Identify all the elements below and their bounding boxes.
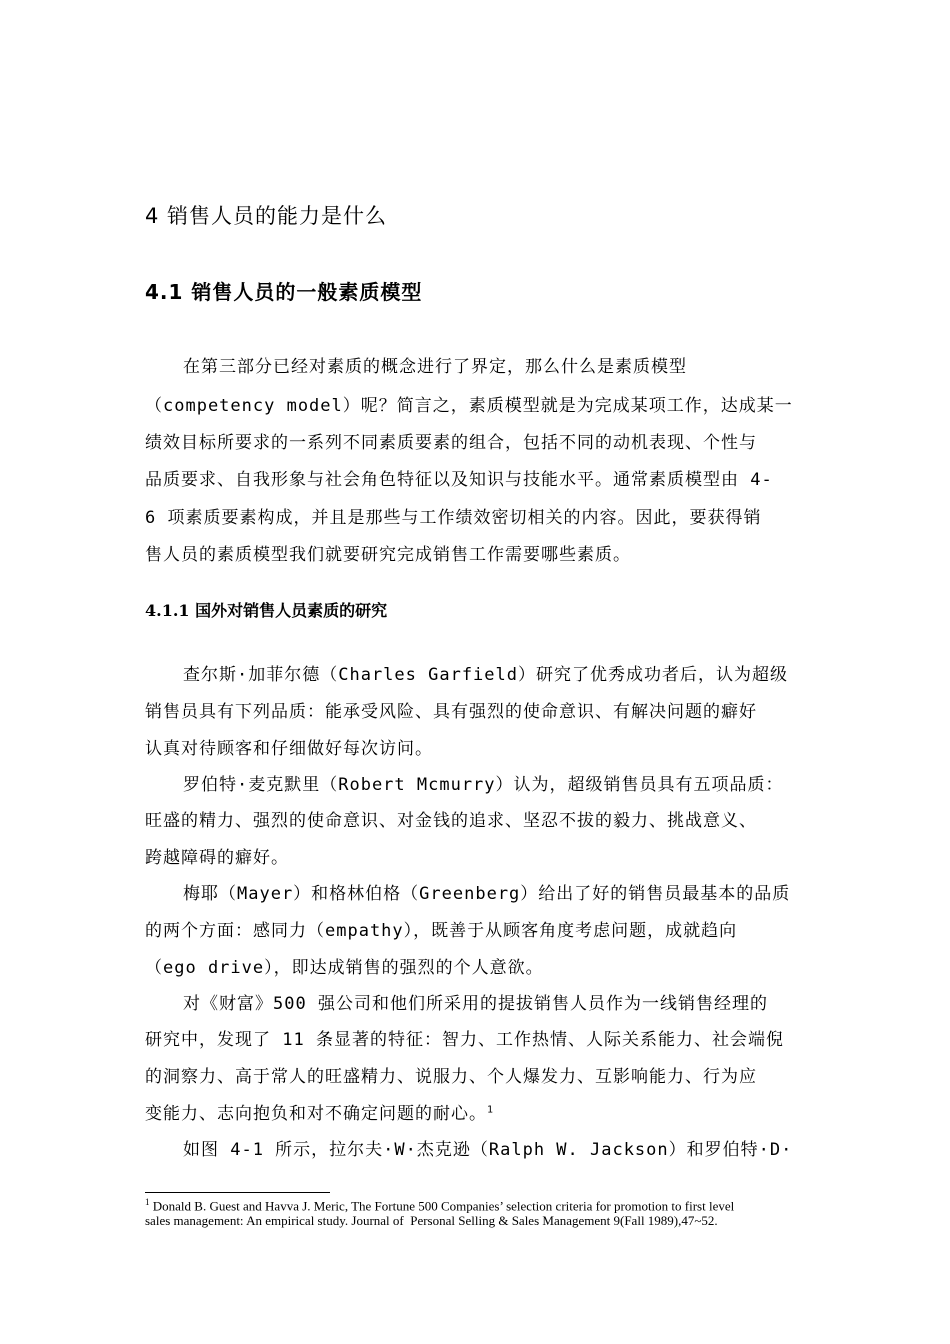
paragraph-line: 如图 4-1 所示，拉尔夫·W·杰克逊（Ralph W. Jackson）和罗伯特·D· (183, 1140, 793, 1160)
footnote-reference: 1 (487, 1104, 495, 1116)
subsection-heading: 4.1 销售人员的一般素质模型 (145, 280, 423, 304)
paragraph-line: 研究中，发现了 11 条显著的特征：智力、工作热情、人际关系能力、社会端倪 (145, 1030, 784, 1050)
paragraph-line: 对《财富》500 强公司和他们所采用的提拔销售人员作为一线销售经理的 (183, 994, 768, 1014)
footnote-line (145, 1197, 734, 1214)
paragraph-line: （competency model）呢？简言之，素质模型就是为完成某项工作，达成某一 (145, 396, 793, 416)
section-heading: 4 销售人员的能力是什么 (145, 204, 388, 228)
paragraph-line: 跨越障碍的癖好。 (145, 848, 289, 868)
footnote-separator (145, 1192, 330, 1193)
subsubsection-heading: 4.1.1 国外对销售人员素质的研究 (145, 601, 388, 620)
paragraph-line: 查尔斯·加菲尔德（Charles Garfield）研究了优秀成功者后，认为超级 (183, 665, 788, 685)
paragraph-line: （ego drive），即达成销售的强烈的个人意欲。 (145, 958, 544, 978)
paragraph-line: 品质要求、自我形象与社会角色特征以及知识与技能水平。通常素质模型由 4- (145, 470, 773, 490)
footnote-line: sales management: An empirical study. Journal of Personal Selling & Sales Management 9(Fall 1989),47~52. (145, 1213, 718, 1228)
paragraph-text: 变能力、志向抱负和对不确定问题的耐心。 (145, 1104, 487, 1124)
paragraph-line: 的洞察力、高于常人的旺盛精力、说服力、个人爆发力、互影响能力、行为应 (145, 1067, 757, 1087)
paragraph-line: 销售员具有下列品质：能承受风险、具有强烈的使命意识、有解决问题的癖好 (145, 702, 757, 722)
paragraph-line: 6 项素质要素构成，并且是那些与工作绩效密切相关的内容。因此，要获得销 (145, 508, 762, 528)
paragraph-line: 售人员的素质模型我们就要研究完成销售工作需要哪些素质。 (145, 545, 631, 565)
paragraph-line (145, 1099, 494, 1124)
paragraph-line: 旺盛的精力、强烈的使命意识、对金钱的追求、坚忍不拔的毅力、挑战意义、 (145, 811, 757, 831)
paragraph-line: 的两个方面：感同力（empathy），既善于从顾客角度考虑问题，成就趋向 (145, 921, 738, 941)
paragraph-line: 在第三部分已经对素质的概念进行了界定，那么什么是素质模型 (183, 357, 687, 377)
footnote-text: Donald B. Guest and Havva J. Meric, The Fortune 500 Companies’ selection criteria for promotion to first level (152, 1198, 735, 1214)
paragraph-line: 梅耶（Mayer）和格林伯格（Greenberg）给出了好的销售员最基本的品质 (183, 884, 791, 904)
paragraph-line: 罗伯特·麦克默里（Robert Mcmurry）认为，超级销售员具有五项品质： (183, 775, 784, 795)
paragraph-line: 绩效目标所要求的一系列不同素质要素的组合，包括不同的动机表现、个性与 (145, 433, 757, 453)
paragraph-line: 认真对待顾客和仔细做好每次访问。 (145, 739, 433, 759)
footnote-marker: 1 (145, 1197, 150, 1207)
